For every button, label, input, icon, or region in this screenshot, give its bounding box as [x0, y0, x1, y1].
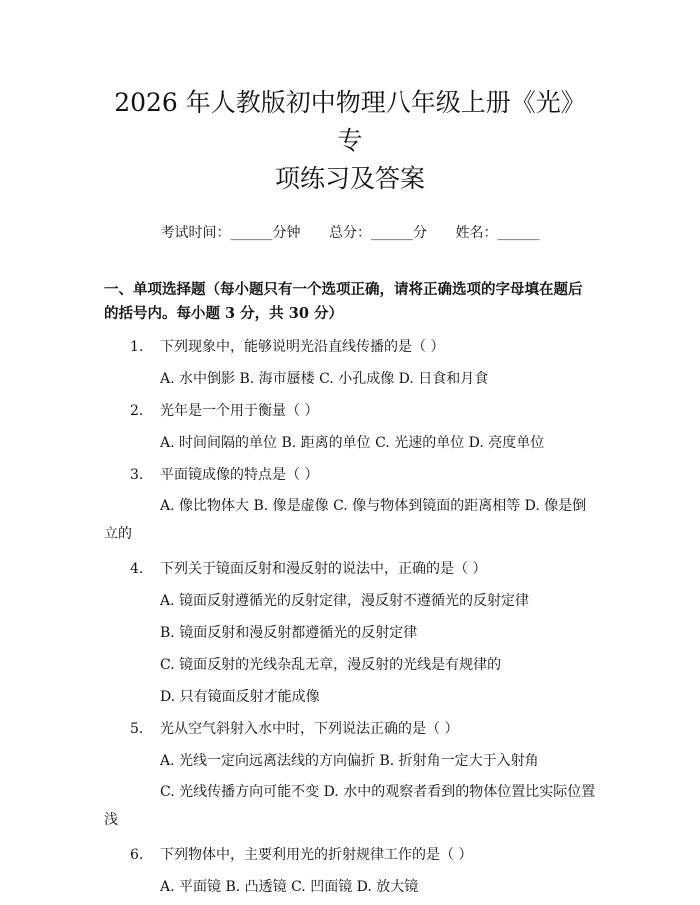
- exam-info: [104, 222, 596, 242]
- question-stem: [104, 400, 596, 422]
- question-options: A. 时间间隔的单位 B. 距离的单位 C. 光速的单位 D. 亮度单位: [160, 435, 545, 451]
- question-option: C. 镜面反射的光线杂乱无章，漫反射的光线是有规律的: [160, 657, 502, 673]
- question-stem: [104, 718, 596, 740]
- question-options: A. 平面镜 B. 凸透镜 C. 凹面镜 D. 放大镜: [160, 879, 419, 895]
- question-options: A. 像比物体大 B. 像是虚像 C. 像与物体到镜面的距离相等 D. 像是倒立的: [104, 498, 587, 542]
- title-line-1: 2026 年人教版初中物理八年级上册《光》专: [114, 88, 586, 155]
- question-options: A. 水中倒影 B. 海市蜃楼 C. 小孔成像 D. 日食和月食: [160, 371, 489, 387]
- question-number: 4.: [130, 561, 144, 577]
- total-score: 总分：______分: [329, 225, 427, 241]
- question-stem: [104, 558, 596, 580]
- question-text: 光年是一个用于衡量（ ）: [160, 403, 319, 419]
- question-stem: [104, 464, 596, 486]
- question-number: 2.: [130, 403, 144, 419]
- question-text: 下列现象中，能够说明光沿直线传播的是（ ）: [160, 339, 445, 355]
- question-stem: [104, 336, 596, 358]
- question-number: 5.: [130, 721, 144, 737]
- question-number: 1.: [130, 339, 144, 355]
- question-option: A. 光线一定向远离法线的方向偏折 B. 折射角一定大于入射角: [160, 753, 539, 769]
- question-option: D. 只有镜面反射才能成像: [160, 689, 320, 705]
- title-line-2: 项练习及答案: [274, 164, 425, 193]
- question-stem: [104, 844, 596, 866]
- question-text: 下列关于镜面反射和漫反射的说法中，正确的是（ ）: [160, 561, 487, 577]
- question-option: B. 镜面反射和漫反射都遵循光的反射定律: [160, 625, 418, 641]
- question-text: 下列物体中，主要利用光的折射规律工作的是（ ）: [160, 847, 473, 863]
- question-option: A. 镜面反射遵循光的反射定律，漫反射不遵循光的反射定律: [160, 593, 530, 609]
- question-text: 平面镜成像的特点是（ ）: [160, 467, 319, 483]
- question-option: C. 光线传播方向可能不变 D. 水中的观察者看到的物体位置比实际位置浅: [104, 784, 596, 828]
- document-title: [104, 0, 596, 198]
- section-heading: 一、单项选择题（每小题只有一个选项正确，请将正确选项的字母填在题后的括号内。每小题 3 分，共 30 分）: [104, 281, 583, 322]
- question-number: 6.: [130, 847, 144, 863]
- question-list: [104, 336, 596, 898]
- question-text: 光从空气斜射入水中时，下列说法正确的是（ ）: [160, 721, 459, 737]
- student-name: 姓名：______: [455, 225, 540, 241]
- question-number: 3.: [130, 467, 144, 483]
- exam-time: 考试时间：______分钟: [160, 225, 301, 241]
